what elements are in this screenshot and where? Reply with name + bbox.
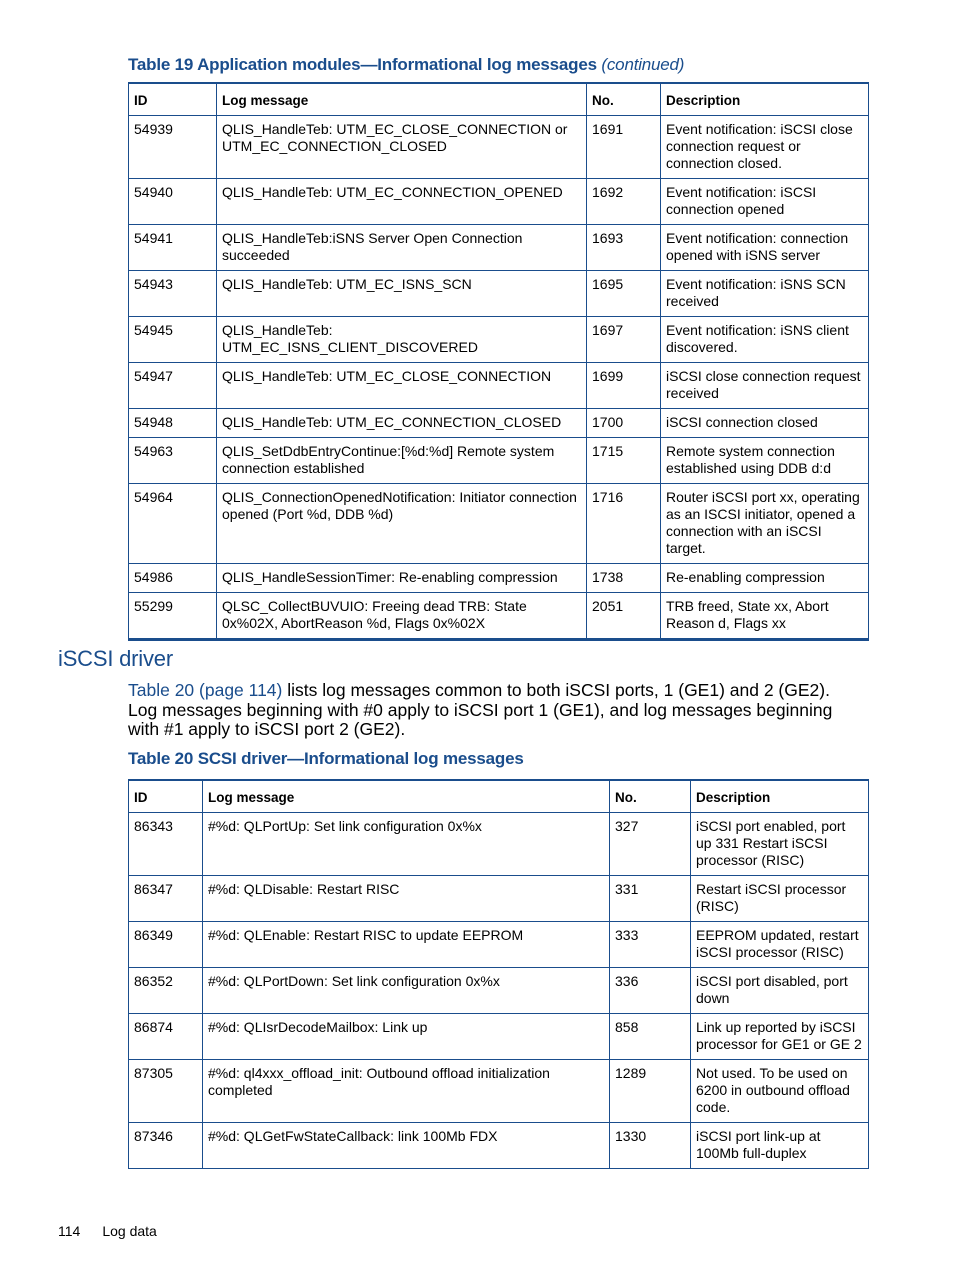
cell-number: 858 <box>610 1014 691 1060</box>
cell-description: Router iSCSI port xx, operating as an ISCSI initiator, opened a connection with an iSCSI target. <box>661 484 869 564</box>
cell-number: 1716 <box>587 484 661 564</box>
cell-description: iSCSI port enabled, port up 331 Restart iSCSI processor (RISC) <box>691 813 869 876</box>
table-19-header-row <box>129 83 869 116</box>
cell-number: 1699 <box>587 363 661 409</box>
table-row <box>129 179 869 225</box>
cell-id: 87305 <box>129 1060 203 1123</box>
table-row <box>129 922 869 968</box>
cell-number: 333 <box>610 922 691 968</box>
page-footer <box>58 1223 157 1239</box>
cell-number: 1330 <box>610 1123 691 1169</box>
cell-description: Event notification: iSCSI close connection request or connection closed. <box>661 116 869 179</box>
cell-log-message: QLSC_CollectBUVUIO: Freeing dead TRB: State 0x%02X, AbortReason %d, Flags 0x%02X <box>217 593 587 640</box>
table-20-header-row <box>129 780 869 813</box>
table-19-caption-continued: (continued) <box>601 55 685 74</box>
cell-log-message: QLIS_HandleTeb: UTM_EC_CONNECTION_OPENED <box>217 179 587 225</box>
cell-log-message: #%d: QLPortUp: Set link configuration 0x%x <box>203 813 610 876</box>
cell-number: 1695 <box>587 271 661 317</box>
cell-id: 54963 <box>129 438 217 484</box>
table-row <box>129 1060 869 1123</box>
cell-number: 336 <box>610 968 691 1014</box>
cell-log-message: #%d: QLDisable: Restart RISC <box>203 876 610 922</box>
cell-description: TRB freed, State xx, Abort Reason d, Flags xx <box>661 593 869 640</box>
page-number: 114 <box>58 1223 81 1239</box>
cell-number: 327 <box>610 813 691 876</box>
table-row <box>129 116 869 179</box>
table-row <box>129 1123 869 1169</box>
table-row <box>129 593 869 640</box>
table-row <box>129 438 869 484</box>
cell-description: iSCSI connection closed <box>661 409 869 438</box>
header-log-message: Log message <box>217 83 587 116</box>
table-20-caption <box>128 749 524 769</box>
header-number: No. <box>587 83 661 116</box>
cell-id: 86874 <box>129 1014 203 1060</box>
cell-log-message: #%d: QLGetFwStateCallback: link 100Mb FDX <box>203 1123 610 1169</box>
cell-id: 54947 <box>129 363 217 409</box>
cell-id: 86349 <box>129 922 203 968</box>
table-19-caption-main: Table 19 Application modules—Informational log messages <box>128 55 597 74</box>
cell-description: iSCSI port disabled, port down <box>691 968 869 1014</box>
section-intro <box>128 681 863 740</box>
cell-number: 1289 <box>610 1060 691 1123</box>
cell-log-message: QLIS_ConnectionOpenedNotification: Initiator connection opened (Port %d, DDB %d) <box>217 484 587 564</box>
cell-number: 1700 <box>587 409 661 438</box>
cell-id: 54943 <box>129 271 217 317</box>
table-row <box>129 813 869 876</box>
header-description: Description <box>691 780 869 813</box>
cell-id: 86352 <box>129 968 203 1014</box>
cell-log-message: QLIS_SetDdbEntryContinue:[%d:%d] Remote system connection established <box>217 438 587 484</box>
cell-id: 55299 <box>129 593 217 640</box>
cell-description: Not used. To be used on 6200 in outbound offload code. <box>691 1060 869 1123</box>
cell-log-message: #%d: QLPortDown: Set link configuration 0x%x <box>203 968 610 1014</box>
cell-id: 87346 <box>129 1123 203 1169</box>
cell-number: 1715 <box>587 438 661 484</box>
table-row <box>129 1014 869 1060</box>
header-description: Description <box>661 83 869 116</box>
cell-log-message: QLIS_HandleTeb: UTM_EC_ISNS_SCN <box>217 271 587 317</box>
table-20-link[interactable]: Table 20 (page 114) <box>128 680 283 700</box>
cell-id: 86343 <box>129 813 203 876</box>
table-20 <box>128 779 869 1169</box>
cell-number: 1738 <box>587 564 661 593</box>
table-row <box>129 271 869 317</box>
header-id: ID <box>129 780 203 813</box>
cell-id: 54986 <box>129 564 217 593</box>
header-log-message: Log message <box>203 780 610 813</box>
cell-log-message: QLIS_HandleTeb: UTM_EC_ISNS_CLIENT_DISCOVERED <box>217 317 587 363</box>
cell-number: 1693 <box>587 225 661 271</box>
table-20-body <box>129 813 869 1169</box>
table-row <box>129 484 869 564</box>
cell-description: Event notification: iSCSI connection opened <box>661 179 869 225</box>
cell-log-message: QLIS_HandleTeb: UTM_EC_CLOSE_CONNECTION or UTM_EC_CONNECTION_CLOSED <box>217 116 587 179</box>
cell-description: Re-enabling compression <box>661 564 869 593</box>
table-row <box>129 968 869 1014</box>
header-id: ID <box>129 83 217 116</box>
cell-description: Event notification: iSNS SCN received <box>661 271 869 317</box>
table-19 <box>128 82 869 641</box>
header-number: No. <box>610 780 691 813</box>
cell-id: 54945 <box>129 317 217 363</box>
table-row <box>129 876 869 922</box>
table-row <box>129 409 869 438</box>
cell-description: iSCSI close connection request received <box>661 363 869 409</box>
table-row <box>129 317 869 363</box>
table-19-body <box>129 116 869 640</box>
cell-description: iSCSI port link-up at 100Mb full-duplex <box>691 1123 869 1169</box>
cell-log-message: #%d: QLIsrDecodeMailbox: Link up <box>203 1014 610 1060</box>
cell-number: 1691 <box>587 116 661 179</box>
section-intro-text: lists log messages common to both iSCSI ports, 1 (GE1) and 2 (GE2). Log messages beginning with #0 apply to iSCSI port 1 (GE1), and log messages beginning with #1 apply to iSCSI port 2 (GE2). <box>128 680 833 739</box>
cell-description: Link up reported by iSCSI processor for GE1 or GE 2 <box>691 1014 869 1060</box>
cell-number: 1692 <box>587 179 661 225</box>
cell-description: Remote system connection established using DDB d:d <box>661 438 869 484</box>
cell-description: EEPROM updated, restart iSCSI processor (RISC) <box>691 922 869 968</box>
cell-number: 2051 <box>587 593 661 640</box>
cell-description: Restart iSCSI processor (RISC) <box>691 876 869 922</box>
cell-log-message: #%d: ql4xxx_offload_init: Outbound offload initialization completed <box>203 1060 610 1123</box>
section-title: iSCSI driver <box>58 646 173 671</box>
cell-log-message: QLIS_HandleTeb:iSNS Server Open Connection succeeded <box>217 225 587 271</box>
cell-description: Event notification: iSNS client discovered. <box>661 317 869 363</box>
cell-log-message: QLIS_HandleSessionTimer: Re-enabling compression <box>217 564 587 593</box>
table-19-caption <box>128 55 684 75</box>
cell-description: Event notification: connection opened with iSNS server <box>661 225 869 271</box>
cell-log-message: QLIS_HandleTeb: UTM_EC_CLOSE_CONNECTION <box>217 363 587 409</box>
cell-number: 1697 <box>587 317 661 363</box>
cell-log-message: #%d: QLEnable: Restart RISC to update EEPROM <box>203 922 610 968</box>
footer-section-name: Log data <box>102 1223 157 1239</box>
table-20-caption-main: Table 20 SCSI driver—Informational log messages <box>128 749 524 768</box>
cell-log-message: QLIS_HandleTeb: UTM_EC_CONNECTION_CLOSED <box>217 409 587 438</box>
cell-id: 54941 <box>129 225 217 271</box>
cell-id: 54939 <box>129 116 217 179</box>
cell-id: 54940 <box>129 179 217 225</box>
table-row <box>129 564 869 593</box>
table-row <box>129 363 869 409</box>
cell-id: 86347 <box>129 876 203 922</box>
cell-id: 54948 <box>129 409 217 438</box>
table-row <box>129 225 869 271</box>
cell-id: 54964 <box>129 484 217 564</box>
cell-number: 331 <box>610 876 691 922</box>
